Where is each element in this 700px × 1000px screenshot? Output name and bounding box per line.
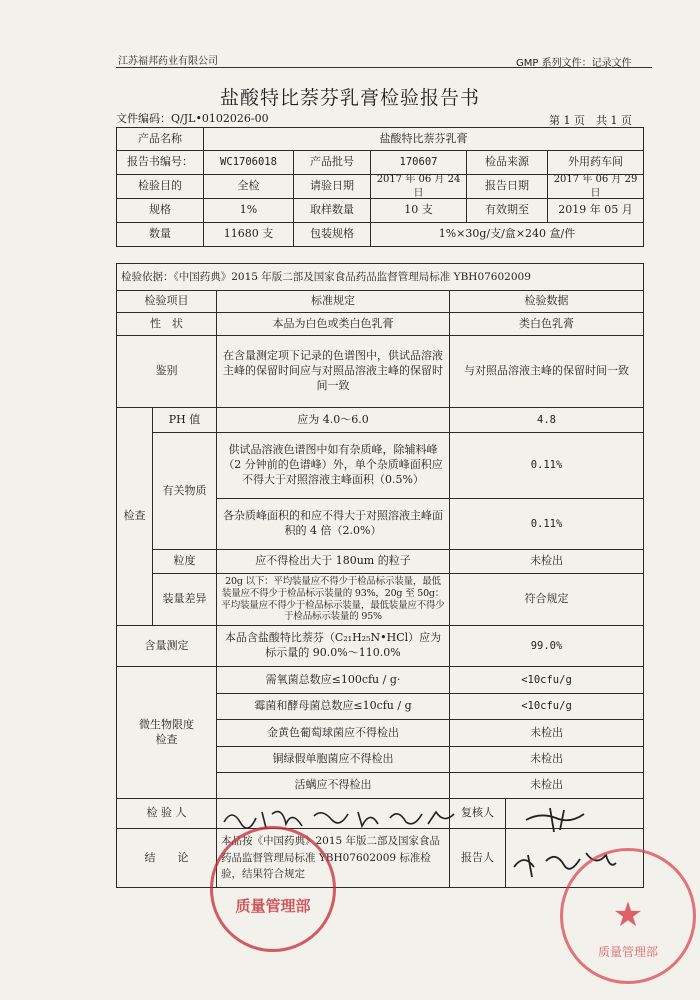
source-label: 检品来源 — [466, 150, 548, 175]
star-icon: ★ — [612, 895, 644, 935]
mold-result: <10cfu/g — [449, 693, 644, 720]
batch-label: 产品批号 — [293, 150, 371, 175]
inspector-label: 检 验 人 — [116, 798, 217, 829]
col-standard: 标准规定 — [216, 290, 450, 313]
company-name: 江苏福邦药业有限公司 — [118, 56, 218, 67]
fill-variance-result: 符合规定 — [449, 573, 644, 626]
qty-label: 数量 — [116, 222, 204, 247]
particle-label: 粒度 — [152, 549, 217, 574]
related-result-2: 0.11% — [449, 498, 644, 550]
reviewer-signature-strokes — [520, 806, 590, 834]
report-no: WC1706018 — [203, 150, 294, 175]
assay-result: 99.0% — [449, 625, 644, 667]
inspection-basis: 检验依据：《中国药典》2015 年版二部及国家食品药品监督管理局标准 YBH07602009 — [116, 263, 644, 291]
mold-standard: 霉菌和酵母菌总数应≤10cfu / g — [216, 693, 450, 720]
ph-label: PH 值 — [152, 407, 217, 433]
appearance-label: 性 状 — [116, 312, 217, 336]
page-number: 第 1 页 共 1 页 — [549, 114, 632, 127]
file-number: 文件编码：Q/JL•0102026-00 — [116, 112, 269, 125]
col-result: 检验数据 — [449, 290, 644, 313]
mite-result: 未检出 — [449, 772, 644, 799]
reporter-label: 报告人 — [449, 828, 506, 888]
purpose-value: 全检 — [203, 174, 294, 199]
purpose-label: 检验目的 — [116, 174, 204, 199]
batch-value: 170607 — [370, 150, 467, 175]
page-title: 盐酸特比萘芬乳膏检验报告书 — [219, 87, 480, 109]
check-label: 检查 — [116, 407, 153, 626]
spec-value: 1% — [203, 198, 294, 223]
sample-qty: 10 支 — [370, 198, 467, 223]
qa-department-stamp: 质量管理部 — [210, 826, 336, 952]
col-item: 检验项目 — [116, 290, 217, 313]
aerobic-result: <10cfu/g — [449, 666, 644, 694]
particle-standard: 应不得检出大于 180um 的粒子 — [216, 549, 450, 574]
staph-standard: 金黄色葡萄球菌应不得检出 — [216, 719, 450, 747]
report-date-label: 报告日期 — [466, 174, 548, 199]
related-standard-2: 各杂质峰面积的和应不得大于对照溶液主峰面积的 4 倍（2.0%） — [216, 498, 450, 550]
conclusion-text: 本品按《中国药典》2015 年版二部及国家食品药品监督管理局标准 YBH07602009 标准检验，结果符合规定 — [216, 828, 450, 888]
product-name-label: 产品名称 — [116, 127, 204, 151]
expiry-value: 2019 年 05 月 — [547, 198, 644, 223]
staph-result: 未检出 — [449, 719, 644, 747]
particle-result: 未检出 — [449, 549, 644, 574]
appearance-standard: 本品为白色或类白色乳膏 — [216, 312, 450, 336]
source-value: 外用药车间 — [547, 150, 644, 175]
sample-qty-label: 取样数量 — [293, 198, 371, 223]
company-stamp: ★ 质量管理部 — [560, 848, 696, 984]
identify-standard: 在含量测定项下记录的色谱图中，供试品溶液主峰的保留时间应与对照品溶液主峰的保留时间一致 — [216, 335, 450, 408]
assay-label: 含量测定 — [116, 625, 217, 667]
related-standard-1: 供试品溶液色谱图中如有杂质峰，除辅料峰（2 分钟前的色谱峰）外，单个杂质峰面积应不得大于对照溶液主峰面积（0.5%） — [216, 432, 450, 499]
ph-result: 4.8 — [449, 407, 644, 433]
mite-standard: 活螨应不得检出 — [216, 772, 450, 799]
header-rule — [116, 67, 652, 68]
spec-label: 规格 — [116, 198, 204, 223]
fill-variance-standard: 20g 以下：平均装量应不得少于检品标示装量，最低装量应不得少于检品标示装量的 93%，20g 至 50g：平均装量应不得少于检品标示装量，最低装量应不得少于检品标示装量的 95% — [216, 573, 450, 626]
conclusion-label: 结 论 — [116, 828, 217, 888]
ph-standard: 应为 4.0～6.0 — [216, 407, 450, 433]
report-date: 2017 年 06 月 29 日 — [547, 174, 644, 199]
microbial-label: 微生物限度检查 — [116, 666, 217, 799]
request-date: 2017 年 06 月 24 日 — [370, 174, 467, 199]
pack-label: 包装规格 — [293, 222, 371, 247]
reviewer-label: 复核人 — [449, 798, 506, 829]
fill-variance-label: 装量差异 — [152, 573, 217, 626]
assay-standard: 本品含盐酸特比萘芬（C₂₁H₂₅N•HCl）应为标示量的 90.0%～110.0% — [216, 625, 450, 667]
product-name: 盐酸特比萘芬乳膏 — [203, 127, 644, 151]
doc-type: GMP 系列文件：记录文件 — [516, 58, 632, 69]
qty-value: 11680 支 — [203, 222, 294, 247]
related-result-1: 0.11% — [449, 432, 644, 499]
report-no-label: 报告书编号： — [116, 150, 204, 175]
identify-result: 与对照品溶液主峰的保留时间一致 — [449, 335, 644, 408]
related-label: 有关物质 — [152, 432, 217, 550]
appearance-result: 类白色乳膏 — [449, 312, 644, 336]
pseudomonas-result: 未检出 — [449, 746, 644, 773]
identify-label: 鉴别 — [116, 335, 217, 408]
request-date-label: 请验日期 — [293, 174, 371, 199]
aerobic-standard: 需氧菌总数应≤100cfu / g· — [216, 666, 450, 694]
expiry-label: 有效期至 — [466, 198, 548, 223]
pseudomonas-standard: 铜绿假单胞菌应不得检出 — [216, 746, 450, 773]
pack-value: 1%×30g/支/盒×240 盒/件 — [370, 222, 644, 247]
